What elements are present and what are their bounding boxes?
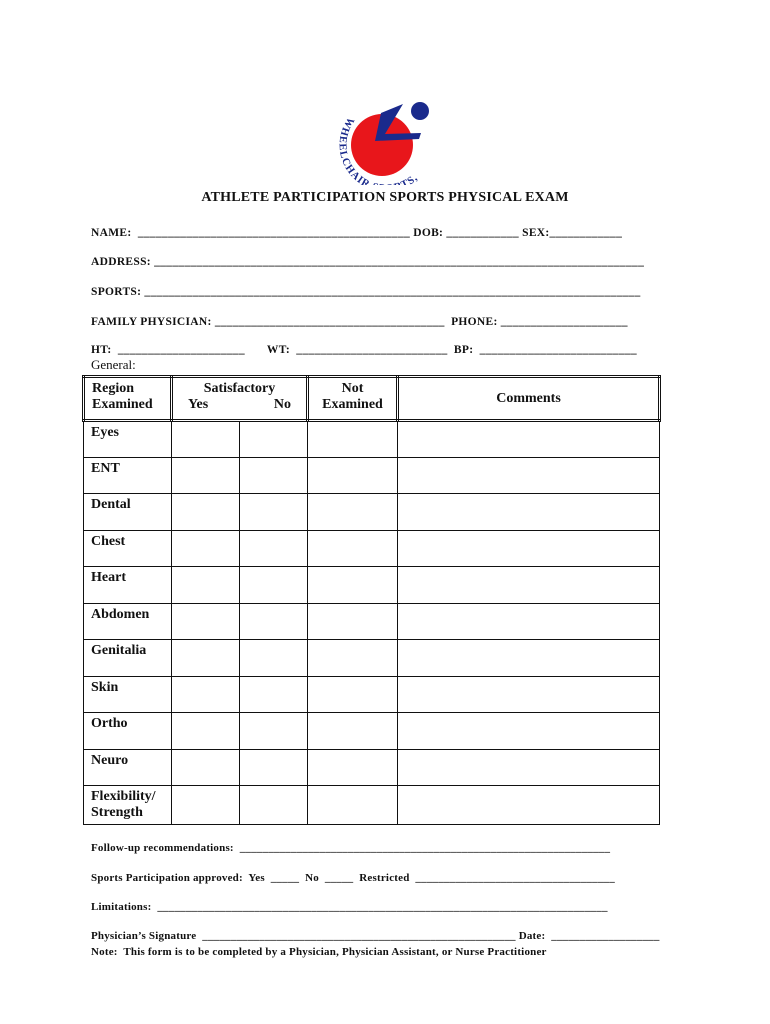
participation-approved-line[interactable]: Sports Participation approved: Yes _____ No _____ Restricted ___________________________________ [91, 872, 615, 884]
table-row [84, 494, 660, 531]
no-cell[interactable] [240, 713, 308, 750]
comments-cell[interactable] [398, 457, 660, 494]
followup-line[interactable]: Follow-up recommendations: _________________________________________________________________ [91, 842, 611, 854]
no-cell[interactable] [240, 494, 308, 531]
satisfactory-header: Satisfactory Yes No [172, 377, 308, 421]
not-examined-cell[interactable] [308, 494, 398, 531]
no-cell[interactable] [240, 421, 308, 458]
not-examined-cell[interactable] [308, 530, 398, 567]
comments-cell[interactable] [398, 567, 660, 604]
table-row [84, 567, 660, 604]
table-header-row [84, 377, 660, 421]
not-examined-cell[interactable] [308, 676, 398, 713]
table-row [84, 640, 660, 677]
table-row [84, 457, 660, 494]
logo-text: WHEELCHAIR TS, [336, 115, 421, 185]
yes-cell[interactable] [172, 421, 240, 458]
region-cell: Neuro [84, 749, 172, 786]
yes-cell[interactable] [172, 567, 240, 604]
family-physician-phone-line[interactable]: FAMILY PHYSICIAN: ______________________________________ PHONE: _____________________ [91, 316, 628, 328]
no-cell[interactable] [240, 530, 308, 567]
region-header: Region Examined [84, 377, 172, 421]
table-row [84, 786, 660, 825]
table-row [84, 603, 660, 640]
comments-cell[interactable] [398, 494, 660, 531]
region-cell: Skin [84, 676, 172, 713]
not-examined-cell[interactable] [308, 567, 398, 604]
region-cell: Flexibility/ Strength [84, 786, 172, 825]
no-cell[interactable] [240, 640, 308, 677]
general-label: General: [91, 357, 136, 372]
no-header: No [273, 397, 292, 412]
comments-cell[interactable] [398, 749, 660, 786]
comments-cell[interactable] [398, 603, 660, 640]
comments-header: Comments [398, 377, 660, 421]
yes-cell[interactable] [172, 713, 240, 750]
comments-cell[interactable] [398, 640, 660, 677]
comments-cell[interactable] [398, 530, 660, 567]
not-examined-cell[interactable] [308, 786, 398, 825]
yes-cell[interactable] [172, 676, 240, 713]
region-cell: Dental [84, 494, 172, 531]
not-examined-cell[interactable] [308, 421, 398, 458]
comments-cell[interactable] [398, 421, 660, 458]
name-dob-sex-line[interactable]: NAME: _____________________________________________ DOB: ____________ SEX:____________ [91, 227, 623, 239]
region-cell: ENT [84, 457, 172, 494]
yes-header: Yes [188, 397, 209, 412]
not-examined-cell[interactable] [308, 640, 398, 677]
no-cell[interactable] [240, 457, 308, 494]
yes-cell[interactable] [172, 494, 240, 531]
table-row [84, 676, 660, 713]
address-line[interactable]: ADDRESS: _________________________________________________________________________________ [91, 256, 645, 268]
yes-cell[interactable] [172, 786, 240, 825]
no-cell[interactable] [240, 749, 308, 786]
not-examined-cell[interactable] [308, 713, 398, 750]
yes-cell[interactable] [172, 457, 240, 494]
table-row [84, 749, 660, 786]
not-examined-header: Not Examined [308, 377, 398, 421]
form-title: ATHLETE PARTICIPATION SPORTS PHYSICAL EXAM [201, 190, 569, 205]
exam-table [82, 375, 658, 825]
yes-cell[interactable] [172, 530, 240, 567]
table-row [84, 421, 660, 458]
ht-wt-bp-line[interactable]: HT: _____________________ WT: _________________________ BP: __________________________ [91, 344, 637, 356]
wheelchair-sports-usa-logo [335, 99, 435, 185]
yes-cell[interactable] [172, 749, 240, 786]
not-examined-cell[interactable] [308, 457, 398, 494]
no-cell[interactable] [240, 676, 308, 713]
region-cell: Chest [84, 530, 172, 567]
sports-line[interactable]: SPORTS: __________________________________________________________________________________ [91, 286, 641, 298]
region-cell: Abdomen [84, 603, 172, 640]
yes-cell[interactable] [172, 640, 240, 677]
no-cell[interactable] [240, 786, 308, 825]
not-examined-cell[interactable] [308, 749, 398, 786]
region-cell: Eyes [84, 421, 172, 458]
no-cell[interactable] [240, 603, 308, 640]
yes-cell[interactable] [172, 603, 240, 640]
table-row [84, 713, 660, 750]
signature-date-line[interactable]: Physician’s Signature _______________________________________________________ Date: ___________________ [91, 930, 660, 942]
comments-cell[interactable] [398, 786, 660, 825]
region-cell: Ortho [84, 713, 172, 750]
region-cell: Genitalia [84, 640, 172, 677]
form-note: Note: This form is to be completed by a Physician, Physician Assistant, or Nurse Practitioner [91, 946, 547, 958]
limitations-line[interactable]: Limitations: _______________________________________________________________________________ [91, 901, 608, 913]
no-cell[interactable] [240, 567, 308, 604]
region-cell: Heart [84, 567, 172, 604]
comments-cell[interactable] [398, 676, 660, 713]
table-row [84, 530, 660, 567]
not-examined-cell[interactable] [308, 603, 398, 640]
comments-cell[interactable] [398, 713, 660, 750]
